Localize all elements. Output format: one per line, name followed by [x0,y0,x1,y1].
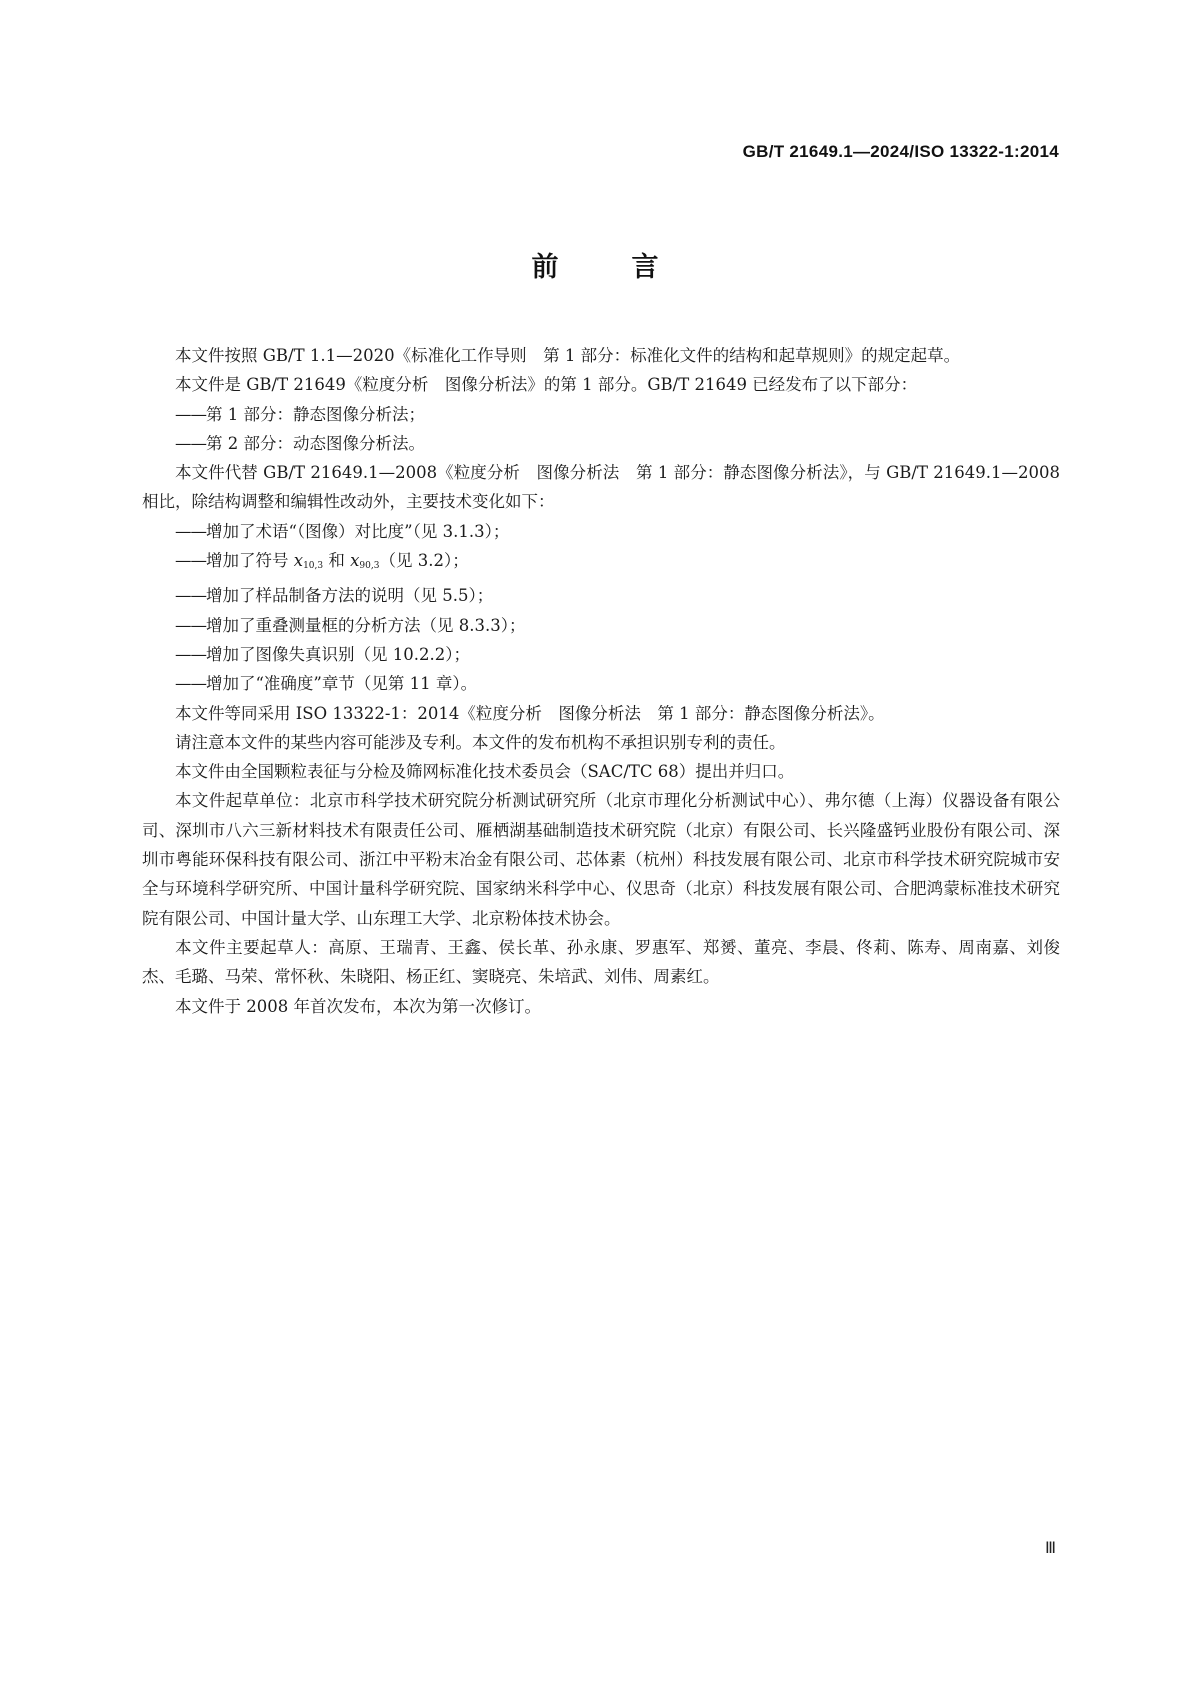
title-char-2: 言 [631,252,660,283]
change-item-text: 和 [323,551,351,571]
change-item-text: 增加了“准确度”章节（见第 11 章）。 [206,674,478,694]
symbol-subscript: 90,3 [359,561,380,572]
page-number: Ⅲ [1044,1540,1056,1557]
dash-marker: —— [175,586,206,606]
dash-marker: —— [175,521,206,541]
symbol-x: x [350,551,360,571]
change-item-text: 增加了重叠测量框的分析方法（见 8.3.3）； [206,615,526,635]
change-item-text: 增加了图像失真识别（见 10.2.2）； [206,644,470,664]
foreword-body [142,341,1060,1021]
change-item-sample-prep [142,581,1060,610]
document-code: GB/T 21649.1—2024/ISO 13322-1:2014 [742,142,1059,161]
change-item-contrast [142,517,1060,546]
list-item-part1 [142,400,1060,429]
dash-marker: —— [175,674,206,694]
list-item-text: 第 2 部分：动态图像分析法。 [206,433,425,453]
list-item-text: 第 1 部分：静态图像分析法； [206,404,425,424]
list-item-part2 [142,429,1060,458]
paragraph-patent-notice: 请注意本文件的某些内容可能涉及专利。本文件的发布机构不承担识别专利的责任。 [175,732,786,752]
page-title [0,245,1191,284]
paragraph-iso-adoption: 本文件等同采用 ISO 13322-1：2014《粒度分析 图像分析法 第 1 部分：静态图像分析法》。 [175,703,885,723]
title-char-1: 前 [531,252,560,283]
change-item-distortion [142,640,1060,669]
paragraph-drafters: 本文件主要起草人：高原、王瑞青、王鑫、侯长革、孙永康、罗惠军、郑赟、董亮、李晨、佟莉、陈寿、周南嘉、刘俊杰、毛璐、马荣、常怀秋、朱晓阳、杨正红、窦晓亮、朱培武、刘伟、周素红。 [142,937,1060,987]
change-item-text: 增加了样品制备方法的说明（见 5.5）； [206,586,494,606]
symbol-subscript: 10,3 [303,561,324,572]
dash-marker: —— [175,615,206,635]
dash-marker: —— [175,551,206,571]
paragraph-drafting-units: 本文件起草单位：北京市科学技术研究院分析测试研究所（北京市理化分析测试中心）、弗尔德（上海）仪器设备有限公司、深圳市八六三新材料技术有限责任公司、雁栖湖基础制造技术研究院（北京）有限公司、长兴隆盛钙业股份有限公司、深圳市粤能环保科技有限公司、浙江中平粉末冶金有限公司、芯体素（杭州）科技发展有限公司、北京市科学技术研究院城市安全与环境科学研究所、中国计量科学研究院、国家纳米科学中心、仪思奇（北京）科技发展有限公司、合肥鸿蒙标准技术研究院有限公司、中国计量大学、山东理工大学、北京粉体技术协会。 [142,791,1060,928]
change-item-text: （见 3.2）； [379,551,469,571]
change-item-text: 增加了符号 [206,551,294,571]
change-item-symbols [142,546,1060,581]
dash-marker: —— [175,404,206,424]
paragraph-committee: 本文件由全国颗粒表征与分检及筛网标准化技术委员会（SAC/TC 68）提出并归口。 [175,762,795,782]
change-item-text: 增加了术语“（图像）对比度”（见 3.1.3）； [206,521,510,541]
paragraph-series-parts: 本文件是 GB/T 21649《粒度分析 图像分析法》的第 1 部分。GB/T 21649 已经发布了以下部分： [175,375,918,395]
change-item-accuracy [142,669,1060,698]
paragraph-revision-history: 本文件于 2008 年首次发布，本次为第一次修订。 [175,996,541,1016]
dash-marker: —— [175,644,206,664]
change-item-overlap-frames [142,611,1060,640]
symbol-x: x [293,551,304,571]
paragraph-drafting-basis: 本文件按照 GB/T 1.1—2020《标准化工作导则 第 1 部分：标准化文件的结构和起草规则》的规定起草。 [175,346,961,365]
paragraph-replacement: 本文件代替 GB/T 21649.1—2008《粒度分析 图像分析法 第 1 部分：静态图像分析法》，与 GB/T 21649.1—2008 相比，除结构调整和编辑性改动外，主要技术变化如下： [142,463,1060,512]
dash-marker: —— [175,433,206,453]
